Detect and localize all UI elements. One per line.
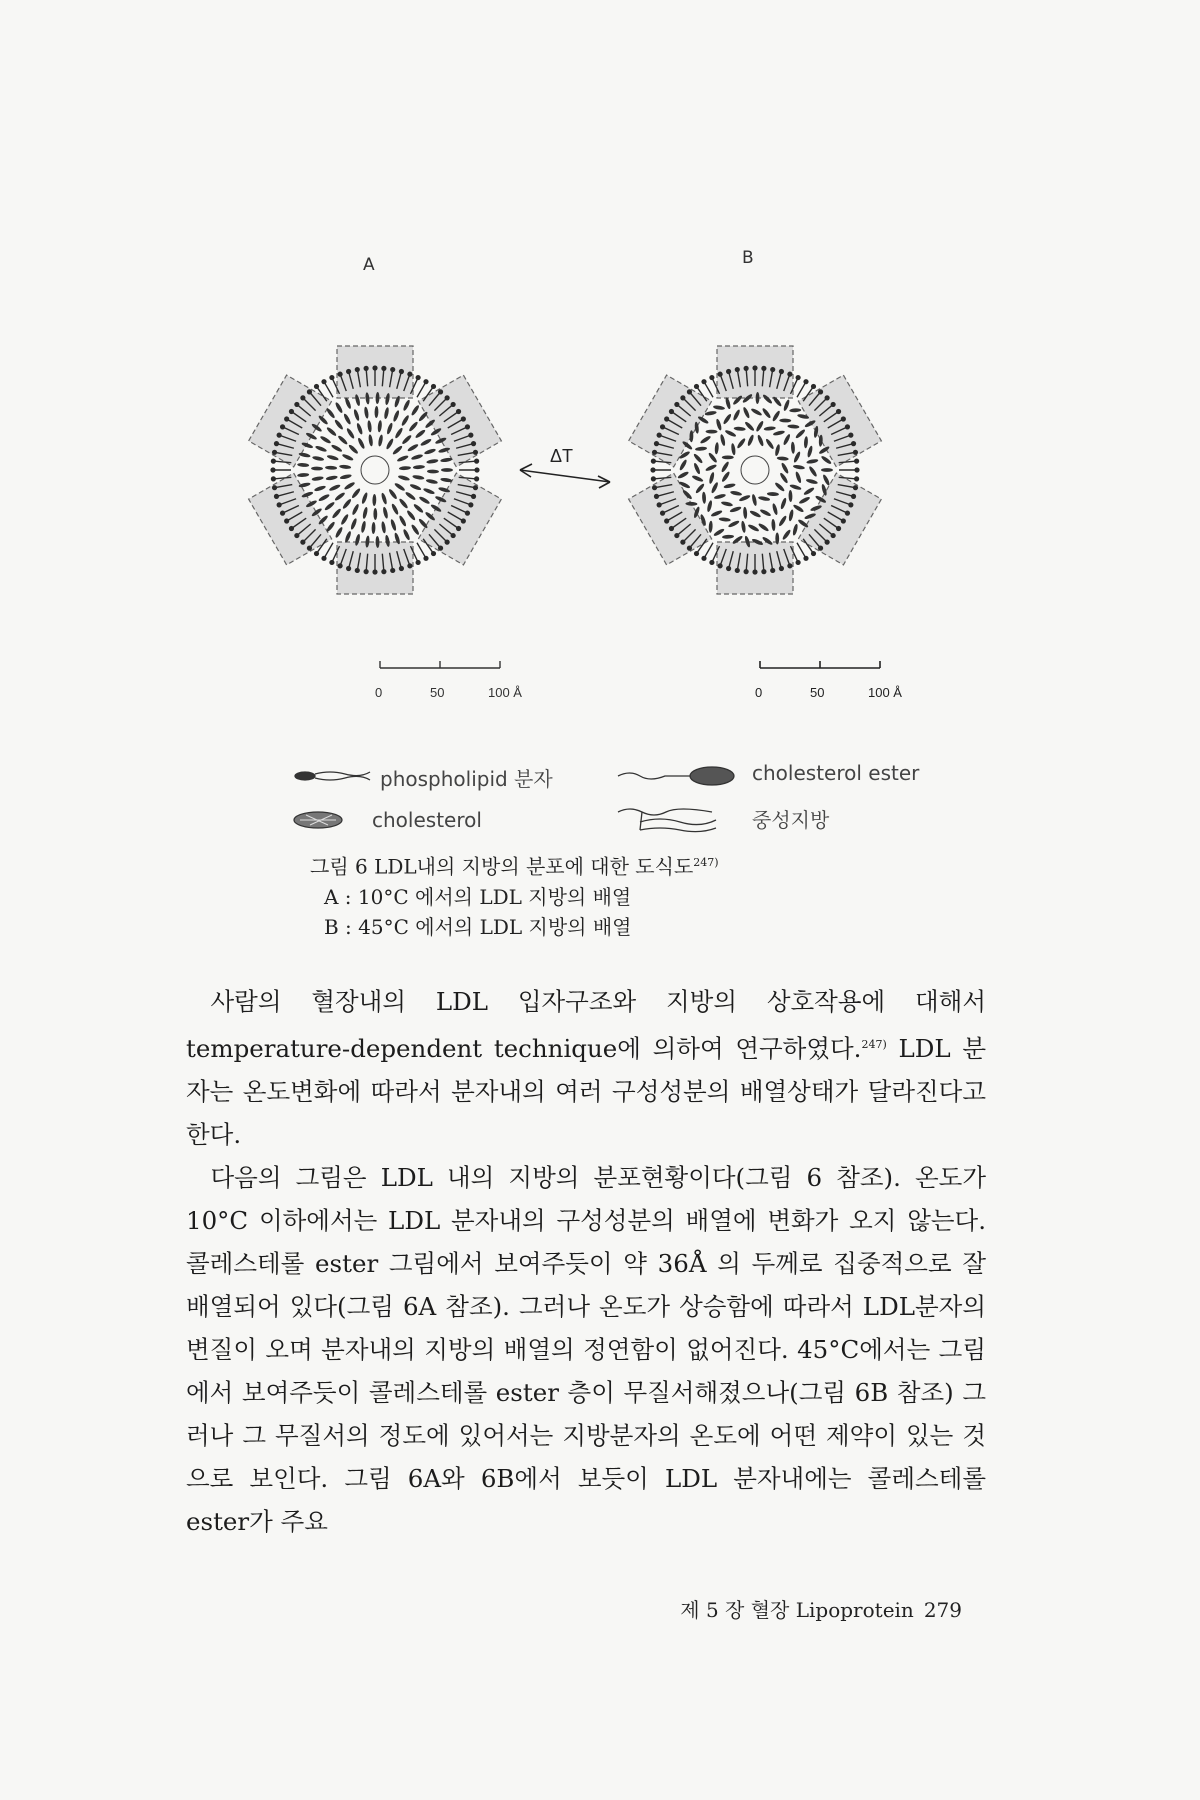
caption-ref: 247)	[693, 856, 719, 869]
legend-triglyceride-symbol	[618, 809, 716, 832]
page-number: 279	[923, 1598, 962, 1622]
scale-b-zero: 0	[755, 685, 763, 700]
page-footer	[670, 1594, 962, 1623]
scale-a-mid: 50	[430, 685, 445, 700]
chapter-title: 제 5 장 혈장 Lipoprotein	[680, 1598, 914, 1622]
caption-a: A : 10°C 에서의 LDL 지방의 배열	[324, 884, 632, 909]
legend-cholesterol: cholesterol	[372, 808, 482, 832]
legend-triglyceride: 중성지방	[752, 808, 830, 832]
scale-b-mid: 50	[810, 685, 825, 700]
legend-cholesterol-symbol	[294, 812, 342, 828]
caption-title: 그림 6 LDL내의 지방의 분포에 대한 도식도	[310, 854, 694, 879]
scale-a-max: 100 Å	[488, 685, 522, 700]
legend-phospholipid: phospholipid 분자	[380, 767, 553, 791]
figure-caption	[310, 848, 719, 942]
ldl-particle-45c	[629, 346, 882, 594]
ldl-particle-10c	[249, 346, 502, 594]
panel-a-label: A	[363, 255, 375, 275]
scale-b-max: 100 Å	[868, 685, 902, 700]
delta-t-arrow	[520, 446, 610, 488]
delta-t-label: ΔT	[550, 446, 574, 466]
scale-bar-a	[380, 661, 500, 668]
scale-a-zero: 0	[375, 685, 383, 700]
reference-247: 247)	[861, 1038, 887, 1051]
legend-cholesterol-ester: cholesterol ester	[752, 761, 920, 785]
scale-bar-b	[760, 661, 880, 668]
legend-cholesterol-ester-symbol	[618, 767, 734, 785]
legend-phospholipid-symbol	[295, 772, 370, 780]
caption-b: B : 45°C 에서의 LDL 지방의 배열	[324, 914, 632, 939]
paragraph-1: 사람의 혈장내의 LDL 입자구조와 지방의 상호작용에 대해서 temperature-dependent technique에 의하여 연구하였다.$^{247)}$ LDL 분자는 온도변화에 따라서 분자내의 여러 구성성분의 배열상태가 달라진다고 한다.	[186, 987, 986, 1150]
body-text	[186, 980, 986, 1543]
panel-b-label: B	[742, 248, 754, 268]
paragraph-2: 다음의 그림은 LDL 내의 지방의 분포현황이다(그림 6 참조). 온도가 10°C 이하에서는 LDL 분자내의 구성성분의 배열에 변화가 오지 않는다. 콜레스테롤 ester 그림에서 보여주듯이 약 36Å 의 두께로 집중적으로 잘 배열되어 있다(그림 6A 참조). 그러나 온도가 상승함에 따라서 LDL분자의 변질이 오며 분자내의 지방의 배열의 정연함이 없어진다. 45°C에서는 그림에서 보여주듯이 콜레스테롤 ester 층이 무질서해졌으나(그림 6B 참조) 그러나 그 무질서의 정도에 있어서는 지방분자의 온도에 어떤 제약이 있는 것으로 보인다. 그림 6A와 6B에서 보듯이 LDL 분자내에는 콜레스테롤 ester가 주요	[186, 1163, 986, 1537]
